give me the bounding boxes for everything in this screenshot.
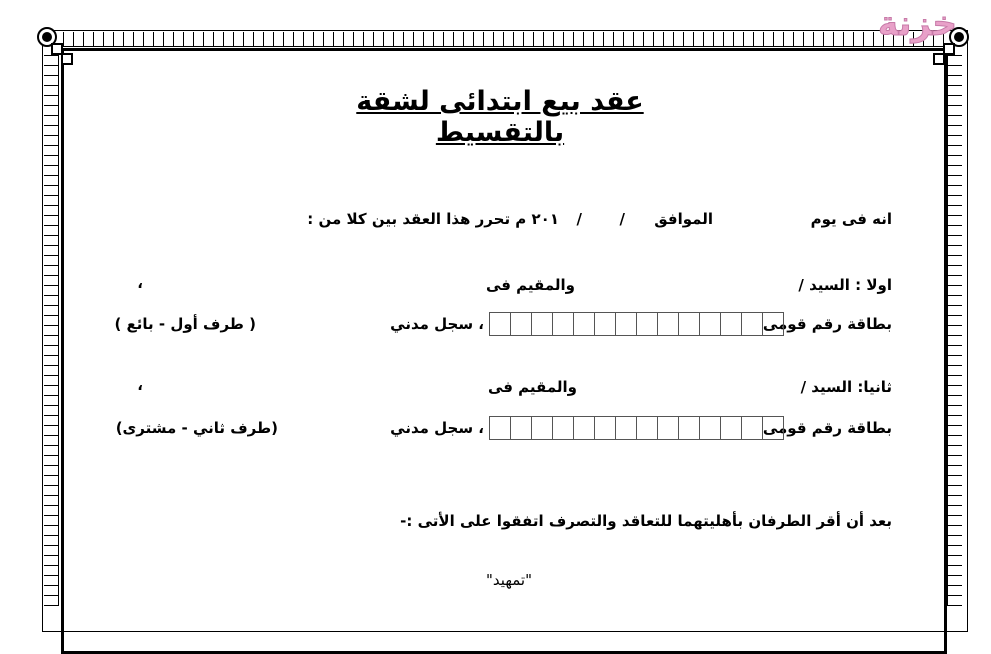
id-digit-box[interactable] — [510, 416, 532, 440]
right-border-band — [947, 46, 962, 606]
id-digit-box[interactable] — [615, 312, 637, 336]
id-digit-box[interactable] — [594, 416, 616, 440]
id-digit-box[interactable] — [741, 312, 763, 336]
party1-id-boxes[interactable] — [490, 312, 784, 336]
party1-residence-label: والمقيم فى — [485, 276, 575, 294]
intro-year-text: ٢٠١ م تحرر هذا العقد بين كلا من : — [307, 210, 559, 228]
id-digit-box[interactable] — [510, 312, 532, 336]
id-digit-box[interactable] — [552, 312, 574, 336]
id-digit-box[interactable] — [531, 416, 553, 440]
party2-id-label: بطاقة رقم قومى — [762, 419, 892, 437]
party1-role: ( طرف أول - بائع ) — [114, 315, 256, 333]
id-digit-box[interactable] — [699, 312, 721, 336]
id-digit-box[interactable] — [531, 312, 553, 336]
id-digit-box[interactable] — [573, 416, 595, 440]
intro-date-slash-1: / — [619, 210, 625, 228]
id-digit-box[interactable] — [678, 312, 700, 336]
party2-role: (طرف ثاني - مشترى) — [115, 419, 278, 437]
id-digit-box[interactable] — [615, 416, 637, 440]
party2-comma: ، — [137, 376, 143, 394]
id-digit-box[interactable] — [489, 416, 511, 440]
id-digit-box[interactable] — [741, 416, 763, 440]
id-digit-box[interactable] — [720, 416, 742, 440]
document-title: عقد بيع ابتدائى لشقة بالتقسيط — [356, 86, 644, 148]
party1-id-label: بطاقة رقم قومى — [762, 315, 892, 333]
id-digit-box[interactable] — [594, 312, 616, 336]
intro-corresponding-label: الموافق — [654, 210, 713, 228]
party2-registry-label: ، سجل مدني — [390, 419, 484, 437]
id-digit-box[interactable] — [657, 416, 679, 440]
party1-registry-label: ، سجل مدني — [390, 315, 484, 333]
corner-step-right — [926, 42, 956, 72]
id-digit-box[interactable] — [720, 312, 742, 336]
top-border-band — [44, 32, 962, 47]
id-digit-box[interactable] — [636, 416, 658, 440]
corner-step-left — [50, 42, 80, 72]
party1-comma: ، — [137, 274, 143, 292]
id-digit-box[interactable] — [552, 416, 574, 440]
preamble-heading: "تمهيد" — [486, 571, 532, 589]
id-digit-box[interactable] — [489, 312, 511, 336]
site-logo: خزنة — [878, 4, 958, 44]
id-digit-box[interactable] — [678, 416, 700, 440]
id-digit-box[interactable] — [699, 416, 721, 440]
id-digit-box[interactable] — [762, 416, 784, 440]
left-border-band — [44, 46, 59, 606]
id-digit-box[interactable] — [636, 312, 658, 336]
party2-residence-label: والمقيم فى — [487, 378, 577, 396]
id-digit-box[interactable] — [762, 312, 784, 336]
intro-day-label: انه فى يوم — [810, 210, 892, 228]
party1-name-label: اولا : السيد / — [798, 276, 892, 294]
agreement-text: بعد أن أقر الطرفان بأهليتهما للتعاقد والتصرف اتفقوا على الأتى :- — [400, 512, 892, 530]
id-digit-box[interactable] — [573, 312, 595, 336]
intro-date-slash-2: / — [576, 210, 582, 228]
id-digit-box[interactable] — [657, 312, 679, 336]
party2-name-label: ثانيا: السيد / — [800, 378, 892, 396]
party2-id-boxes[interactable] — [490, 416, 784, 440]
